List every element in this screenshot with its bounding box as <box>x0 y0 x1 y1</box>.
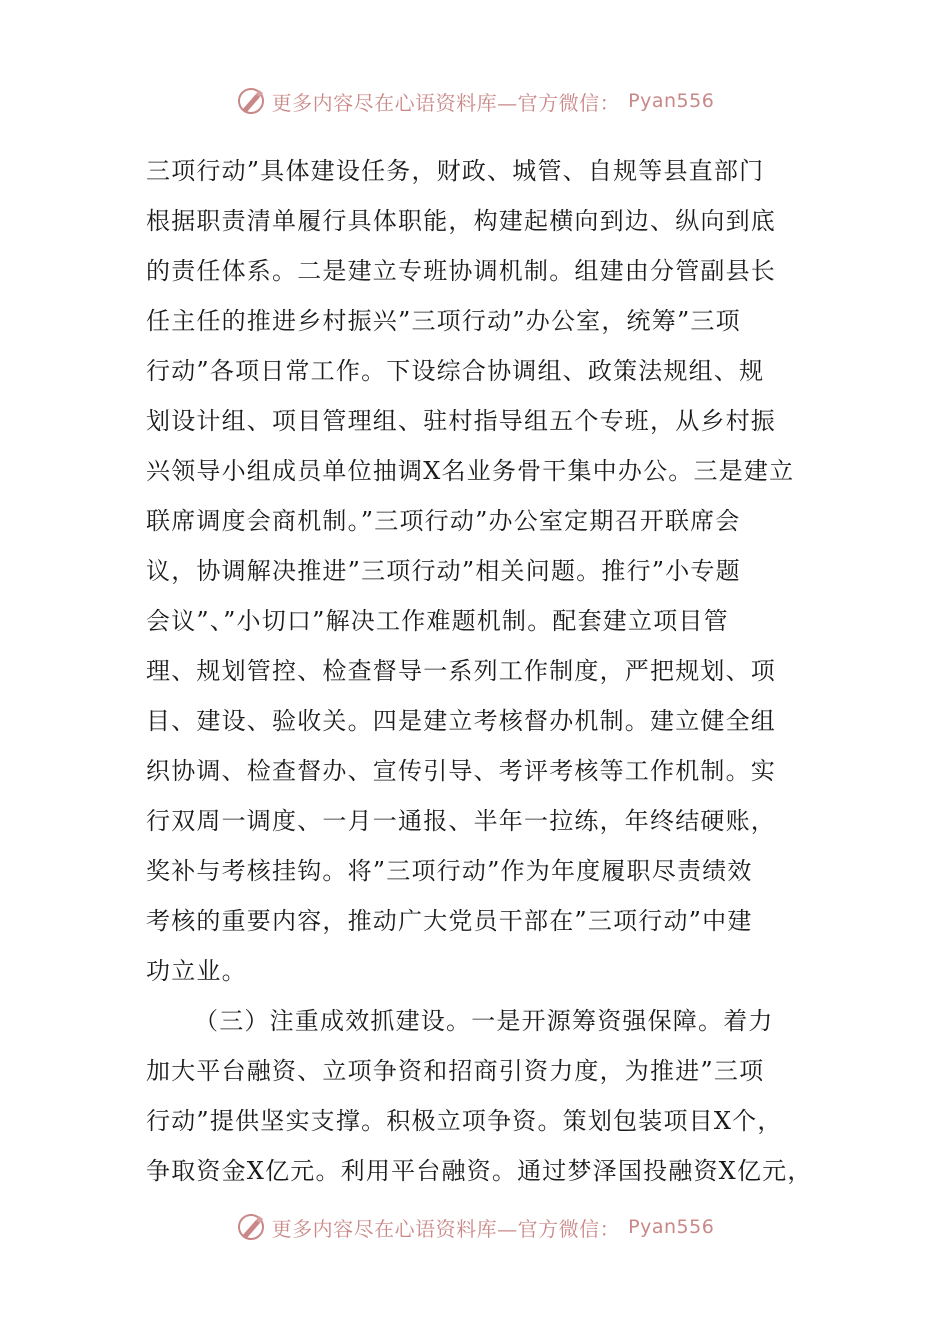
watermark-header <box>0 86 950 116</box>
body-line: 争取资金X亿元。利用平台融资。通过梦泽国投融资X亿元， <box>146 1157 813 1185</box>
body-line: 议，协调解决推进”三项行动”相关问题。推行”小专题 <box>146 557 741 585</box>
watermark-text: 更多内容尽在心语资料库—官方微信： <box>271 1216 621 1241</box>
body-line: 目、建设、验收关。四是建立考核督办机制。建立健全组 <box>146 707 776 735</box>
pen-logo-icon <box>236 86 266 116</box>
watermark-id: Pyan556 <box>628 90 715 112</box>
body-line: 功立业。 <box>146 957 247 985</box>
body-line: 划设计组、项目管理组、驻村指导组五个专班，从乡村振 <box>146 407 776 435</box>
pen-logo-icon <box>236 1212 266 1242</box>
body-line: 加大平台融资、立项争资和招商引资力度，为推进”三项 <box>146 1057 765 1085</box>
section-heading-line: （三）注重成效抓建设。一是开源筹资强保障。着力 <box>194 1007 774 1035</box>
watermark-text: 更多内容尽在心语资料库—官方微信： <box>271 90 621 115</box>
body-line: 兴领导小组成员单位抽调X名业务骨干集中办公。三是建立 <box>146 457 795 485</box>
body-line: 行双周一调度、一月一通报、半年一拉练，年终结硬账， <box>146 807 776 835</box>
body-line: 奖补与考核挂钩。将”三项行动”作为年度履职尽责绩效 <box>146 857 753 885</box>
body-line: 织协调、检查督办、宣传引导、考评考核等工作机制。实 <box>146 757 776 785</box>
body-line: 行动”各项日常工作。下设综合协调组、政策法规组、规 <box>146 357 765 385</box>
body-line: 考核的重要内容，推动广大党员干部在”三项行动”中建 <box>146 907 753 935</box>
watermark-footer <box>0 1212 950 1242</box>
body-line: 根据职责清单履行具体职能，构建起横向到边、纵向到底 <box>146 207 776 235</box>
body-line: 的责任体系。二是建立专班协调机制。组建由分管副县长 <box>146 257 776 285</box>
body-line: 任主任的推进乡村振兴”三项行动”办公室，统筹”三项 <box>146 307 741 335</box>
body-line: 会议”、”小切口”解决工作难题机制。配套建立项目管 <box>146 607 729 635</box>
watermark-id: Pyan556 <box>628 1216 715 1238</box>
body-line: 三项行动”具体建设任务，财政、城管、自规等县直部门 <box>146 157 765 185</box>
body-line: 理、规划管控、检查督导一系列工作制度，严把规划、项 <box>146 657 776 685</box>
document-body <box>146 146 814 1196</box>
body-line: 联席调度会商机制。”三项行动”办公室定期召开联席会 <box>146 507 741 535</box>
body-line: 行动”提供坚实支撑。积极立项争资。策划包装项目X个， <box>146 1107 783 1135</box>
